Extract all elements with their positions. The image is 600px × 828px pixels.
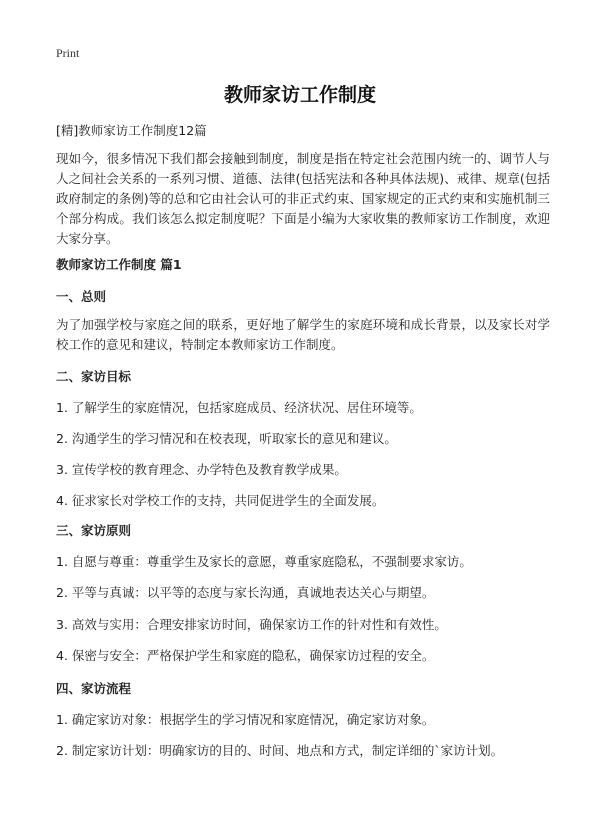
- section-heading-goals: 二、家访目标: [56, 369, 132, 384]
- process-item: 1. 确定家访对象：根据学生的学习情况和家庭情况，确定家访对象。: [56, 712, 435, 727]
- document-subtitle: [精]教师家访工作制度12篇: [56, 123, 207, 138]
- goal-item: 4. 征求家长对学校工作的支持，共同促进学生的全面发展。: [56, 493, 385, 508]
- article-heading: 教师家访工作制度 篇1: [56, 257, 182, 272]
- principle-item: 4. 保密与安全：严格保护学生和家庭的隐私，确保家访过程的安全。: [56, 648, 435, 663]
- goal-item: 3. 宣传学校的教育理念、办学特色及教育教学成果。: [56, 462, 347, 477]
- general-paragraph: 为了加强学校与家庭之间的联系，更好地了解学生的家庭环境和成长背景，以及家长对学校工作的意见和建议，特制定本教师家访工作制度。: [56, 317, 550, 352]
- principle-item: 2. 平等与真诚：以平等的态度与家长沟通，真诚地表达关心与期望。: [56, 585, 435, 600]
- document-title: 教师家访工作制度: [223, 84, 376, 106]
- principle-item: 1. 自愿与尊重：尊重学生及家长的意愿，尊重家庭隐私，不强制要求家访。: [56, 554, 472, 569]
- process-item: 2. 制定家访计划：明确家访的目的、时间、地点和方式，制定详细的`家访计划。: [56, 743, 504, 758]
- principle-item: 3. 高效与实用：合理安排家访时间，确保家访工作的针对性和有效性。: [56, 617, 447, 632]
- print-label: Print: [56, 46, 80, 60]
- goal-item: 2. 沟通学生的学习情况和在校表现，听取家长的意见和建议。: [56, 431, 397, 446]
- goal-item: 1. 了解学生的家庭情况，包括家庭成员、经济状况、居住环境等。: [56, 400, 422, 415]
- section-heading-process: 四、家访流程: [56, 681, 132, 696]
- section-heading-general: 一、总则: [56, 289, 107, 304]
- section-heading-principles: 三、家访原则: [56, 523, 132, 538]
- intro-paragraph: 现如今，很多情况下我们都会接触到制度，制度是指在特定社会范围内统一的、调节人与人之间社会关系的一系列习惯、道德、法律(包括宪法和各种具体法规)、戒律、规章(包括政府制定的条例)等的总和它由社会认可的非正式约束、国家规定的正式约束和实施机制三个部分构成。我们该怎么拟定制度呢？下面是小编为大家收集的教师家访工作制度，欢迎大家分享。: [56, 151, 550, 246]
